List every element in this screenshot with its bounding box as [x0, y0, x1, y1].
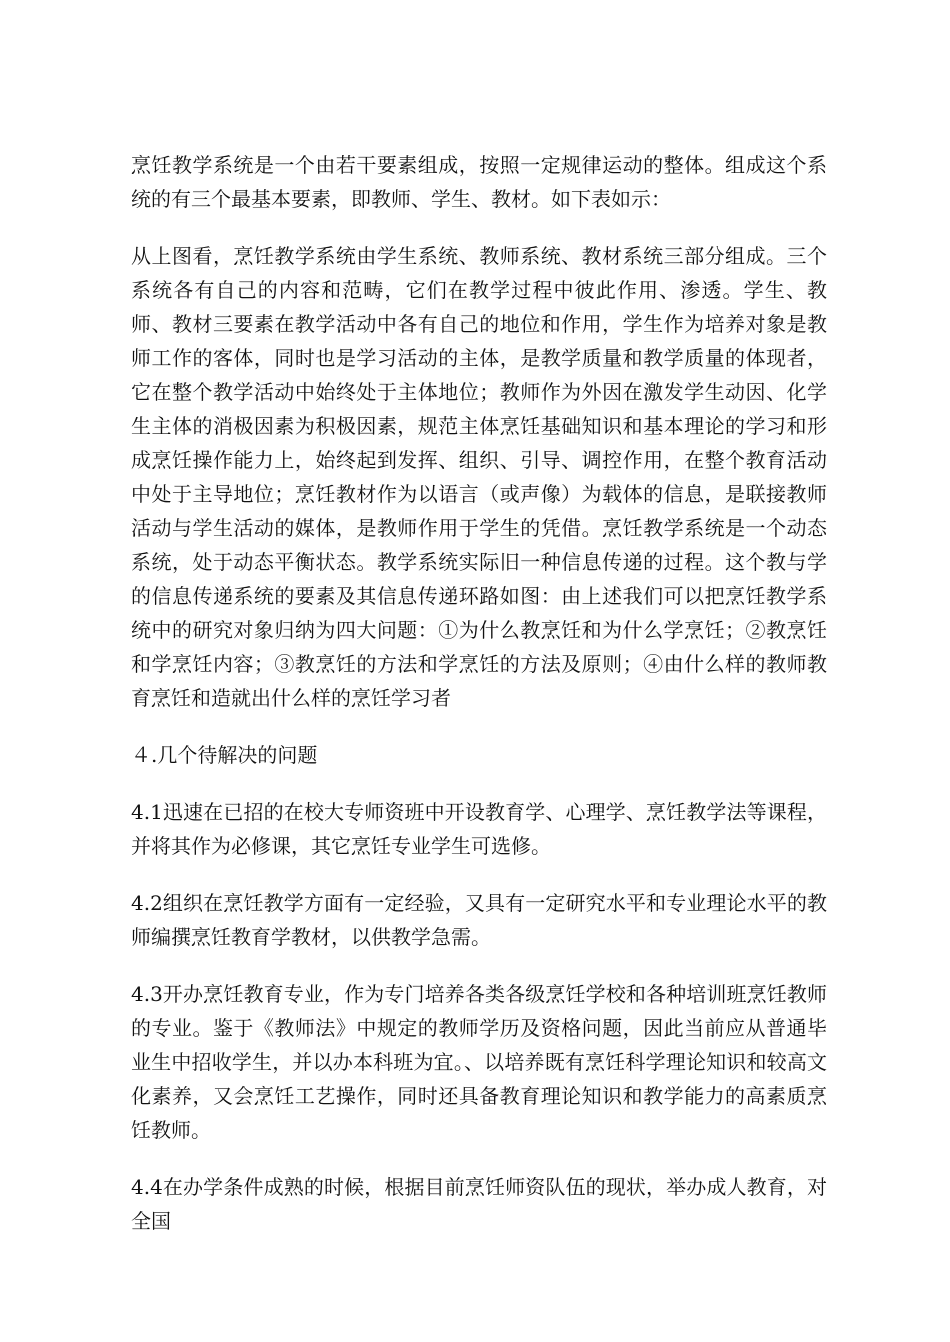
- item-4-3: 4.3开办烹饪教育专业，作为专门培养各类各级烹饪学校和各种培训班烹饪教师的专业。鉴于《教师法》中规定的教师学历及资格问题，因此当前应从普通毕业生中招收学生，并以办本科班为宜。、以培养既有烹饪科学理论知识和较高文化素养，又会烹饪工艺操作，同时还具备教育理论知识和教学能力的高素质烹饪教师。: [131, 982, 827, 1142]
- intro-paragraph: 烹饪教学系统是一个由若干要素组成，按照一定规律运动的整体。组成这个系统的有三个最基本要素，即教师、学生、教材。如下表如示：: [131, 153, 827, 211]
- document-page: [131, 148, 827, 1261]
- item-4-4: 4.4在办学条件成熟的时候，根据目前烹饪师资队伍的现状，举办成人教育，对全国: [131, 1175, 827, 1233]
- analysis-paragraph: 从上图看，烹饪教学系统由学生系统、教师系统、教材系统三部分组成。三个系统各有自己的内容和范畴，它们在教学过程中彼此作用、渗透。学生、教师、教材三要素在教学活动中各有自己的地位和作用，学生作为培养对象是教师工作的客体，同时也是学习活动的主体，是教学质量和教学质量的体现者，它在整个教学活动中始终处于主体地位；教师作为外因在激发学生动因、化学生主体的消极因素为积极因素，规范主体烹饪基础知识和基本理论的学习和形成烹饪操作能力上，始终起到发挥、组织、引导、调控作用，在整个教育活动中处于主导地位；烹饪教材作为以语言（或声像）为载体的信息，是联接教师活动与学生活动的媒体，是教师作用于学生的凭借。烹饪教学系统是一个动态系统，处于动态平衡状态。教学系统实际旧一种信息传递的过程。这个教与学的信息传递系统的要素及其信息传递环路如图：由上述我们可以把烹饪教学系统中的研究对象归纳为四大问题：①为什么教烹饪和为什么学烹饪；②教烹饪和学烹饪内容；③教烹饪的方法和学烹饪的方法及原则；④由什么样的教师教育烹饪和造就出什么样的烹饪学习者: [131, 244, 827, 710]
- item-4-2: 4.2组织在烹饪教学方面有一定经验，又具有一定研究水平和专业理论水平的教师编撰烹饪教育学教材，以供教学急需。: [131, 891, 827, 949]
- item-4-1: 4.1迅速在已招的在校大专师资班中开设教育学、心理学、烹饪教学法等课程，并将其作为必修课，其它烹饪专业学生可选修。: [131, 800, 827, 858]
- section-heading: ４.几个待解决的问题: [131, 743, 318, 767]
